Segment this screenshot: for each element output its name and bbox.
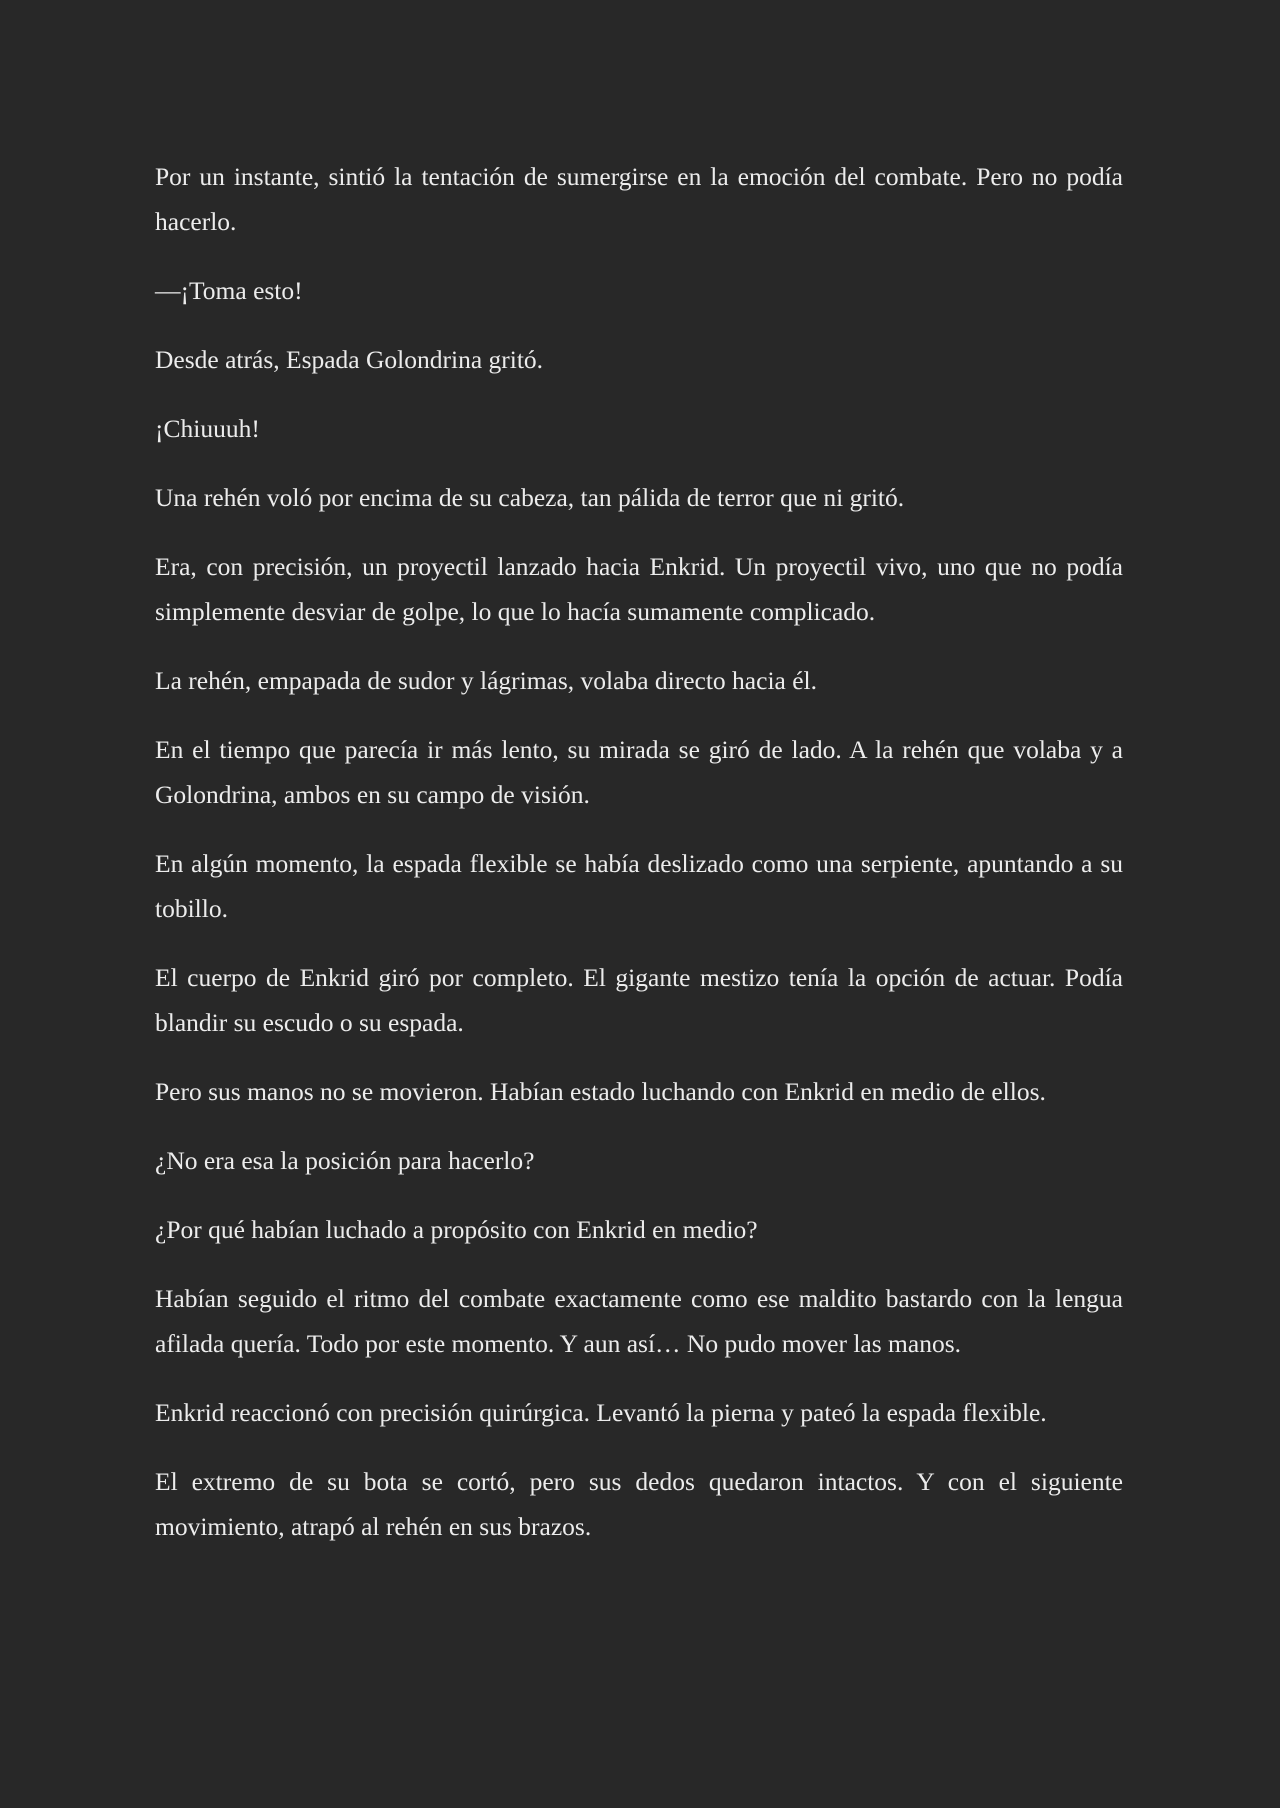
paragraph: Era, con precisión, un proyectil lanzado hacia Enkrid. Un proyectil vivo, uno que no podía simplemente desviar de golpe, lo que lo hacía sumamente complicado. [155, 552, 1123, 626]
paragraph: Desde atrás, Espada Golondrina gritó. [155, 345, 544, 374]
paragraph: Enkrid reaccionó con precisión quirúrgica. Levantó la pierna y pateó la espada flexible. [155, 1398, 1047, 1427]
chapter-body [155, 154, 1123, 1549]
paragraph: El extremo de su bota se cortó, pero sus dedos quedaron intactos. Y con el siguiente movimiento, atrapó al rehén en sus brazos. [155, 1467, 1123, 1541]
paragraph: Una rehén voló por encima de su cabeza, tan pálida de terror que ni gritó. [155, 483, 905, 512]
paragraph: Habían seguido el ritmo del combate exactamente como ese maldito bastardo con la lengua afilada quería. Todo por este momento. Y aun así… No pudo mover las manos. [155, 1284, 1123, 1358]
paragraph: En algún momento, la espada flexible se había deslizado como una serpiente, apuntando a su tobillo. [155, 849, 1123, 923]
paragraph: La rehén, empapada de sudor y lágrimas, volaba directo hacia él. [155, 666, 818, 695]
paragraph: ¡Chiuuuh! [155, 414, 260, 443]
paragraph: Por un instante, sintió la tentación de sumergirse en la emoción del combate. Pero no podía hacerlo. [155, 162, 1123, 236]
paragraph: En el tiempo que parecía ir más lento, su mirada se giró de lado. A la rehén que volaba y a Golondrina, ambos en su campo de visión. [155, 735, 1123, 809]
paragraph: Pero sus manos no se movieron. Habían estado luchando con Enkrid en medio de ellos. [155, 1077, 1046, 1106]
paragraph: ¿Por qué habían luchado a propósito con Enkrid en medio? [155, 1215, 758, 1244]
paragraph: —¡Toma esto! [155, 276, 303, 305]
paragraph: El cuerpo de Enkrid giró por completo. El gigante mestizo tenía la opción de actuar. Podía blandir su escudo o su espada. [155, 963, 1123, 1037]
paragraph: ¿No era esa la posición para hacerlo? [155, 1146, 535, 1175]
